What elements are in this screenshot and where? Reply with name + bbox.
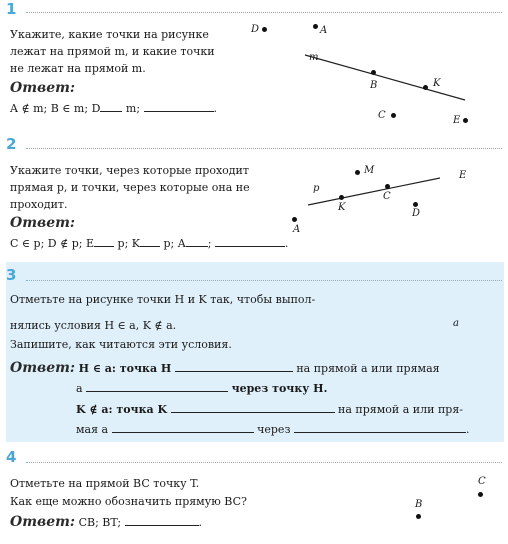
task-2-blank-4[interactable] (215, 235, 285, 247)
task-4-divider (26, 462, 502, 463)
task-2-blank-2[interactable] (140, 235, 160, 247)
task-4-line-1: Отметьте на прямой BC точку T. (10, 477, 200, 490)
task-1-answer-label: Ответ: (10, 80, 76, 96)
task-3-row-1-a: H ∈ a: точка H (78, 362, 172, 375)
task-3-row-3-b: на прямой a или пря- (338, 403, 463, 416)
task-2-blank-1[interactable] (94, 235, 114, 247)
line-m-label: m (309, 52, 319, 63)
task-3-blank-2[interactable] (86, 380, 228, 392)
task-3-row-2 (76, 380, 327, 397)
task-3-line-1: Отметьте на рисунке точки H и K так, чтобы выпол- (10, 293, 316, 306)
point-d-dot (262, 27, 267, 32)
task-3-line-3: Запишите, как читаются эти условия. (10, 338, 232, 351)
point-b-label: B (370, 80, 378, 91)
task-2-answer-row (10, 235, 288, 252)
task-2-line-1: Укажите точки, через которые проходит (10, 164, 249, 177)
task-3-answer-label: Ответ: (10, 360, 76, 376)
point-c4-label: C (478, 476, 486, 487)
task-2-answer-c: p; A (163, 237, 186, 250)
point-e-label: E (453, 115, 461, 126)
task-2-line-3: проходит. (10, 198, 68, 211)
point-d2-label: D (412, 208, 421, 219)
task-3-blank-5[interactable] (294, 421, 466, 433)
task-3-blank-1[interactable] (175, 360, 293, 372)
line-a-label: a (453, 318, 459, 329)
task-1-number: 1 (6, 0, 17, 18)
task-3-row-3 (76, 401, 463, 418)
task-3-row-4-c: . (465, 423, 470, 436)
task-4-line-2: Как еще можно обозначить прямую BC? (10, 495, 247, 508)
task-4-blank-1[interactable] (125, 514, 199, 526)
point-c2-dot (385, 184, 390, 189)
point-b-dot (371, 70, 376, 75)
point-b4-label: B (415, 499, 423, 510)
task-2-number: 2 (6, 135, 17, 153)
task-3-blank-4[interactable] (112, 421, 254, 433)
task-1-line-1: Укажите, какие точки на рисунке (10, 28, 209, 41)
task-3-row-1 (10, 360, 440, 377)
task-1-line-2: лежат на прямой m, и какие точки (10, 45, 215, 58)
task-3-divider (26, 280, 502, 281)
task-2-answer-label: Ответ: (10, 215, 76, 231)
task-2-answer-a: C ∈ p; D ∉ p; E (10, 237, 95, 250)
task-1-answer-text: A ∉ m; B ∈ m; D (10, 102, 101, 115)
point-a2-label: A (293, 224, 301, 235)
line-p (308, 178, 440, 205)
task-3-row-3-a: K ∉ a: точка K (76, 403, 168, 416)
task-1-line-3: не лежат на прямой m. (10, 62, 146, 75)
task-4-answer-end: . (198, 516, 203, 529)
task-3-row-4-a: мая a (76, 423, 109, 436)
point-m-label: M (364, 165, 375, 176)
point-k-label: K (433, 78, 441, 89)
point-e-dot (463, 118, 468, 123)
point-b4-dot (416, 514, 421, 519)
line-m (305, 55, 465, 100)
task-3-line-2: нялись условия H ∈ a, K ∉ a. (10, 319, 177, 332)
point-c4-dot (478, 492, 483, 497)
point-c2-label: C (383, 191, 391, 202)
task-2-answer-b: p; K (117, 237, 140, 250)
point-k2-dot (339, 195, 344, 200)
point-c-label: C (378, 110, 386, 121)
task-3-number: 3 (6, 266, 17, 284)
line-p-label: p (313, 183, 320, 194)
task-1-answer-m: m; (125, 102, 141, 115)
point-k-dot (423, 85, 428, 90)
task-4-answer-row (10, 514, 202, 531)
task-4-answer-label: Ответ: (10, 514, 76, 530)
point-d2-dot (413, 202, 418, 207)
task-3-row-1-b: на прямой a или прямая (296, 362, 440, 375)
point-a-dot (313, 24, 318, 29)
task-2-line-2: прямая p, и точки, через которые она не (10, 181, 250, 194)
task-3-row-2-b: через точку H. (231, 382, 328, 395)
task-2-answer-d: ; (207, 237, 212, 250)
task-3-row-4 (76, 421, 469, 438)
task-3-blank-3[interactable] (171, 401, 335, 413)
task-2-divider (26, 148, 502, 149)
task-4-number: 4 (6, 448, 17, 466)
point-e2-label: E (459, 170, 467, 181)
task-1-answer-end: . (213, 102, 218, 115)
point-c-dot (391, 113, 396, 118)
point-k2-label: K (338, 202, 346, 213)
point-a2-dot (292, 217, 297, 222)
task-3-row-4-b: через (257, 423, 291, 436)
point-a-label: A (320, 25, 328, 36)
point-d-label: D (251, 24, 260, 35)
task-2-answer-end: . (284, 237, 289, 250)
point-m-dot (355, 170, 360, 175)
task-4-answer-text: CB; BT; (78, 516, 122, 529)
task-3-row-2-a: a (76, 382, 83, 395)
task-2-blank-3[interactable] (186, 235, 208, 247)
